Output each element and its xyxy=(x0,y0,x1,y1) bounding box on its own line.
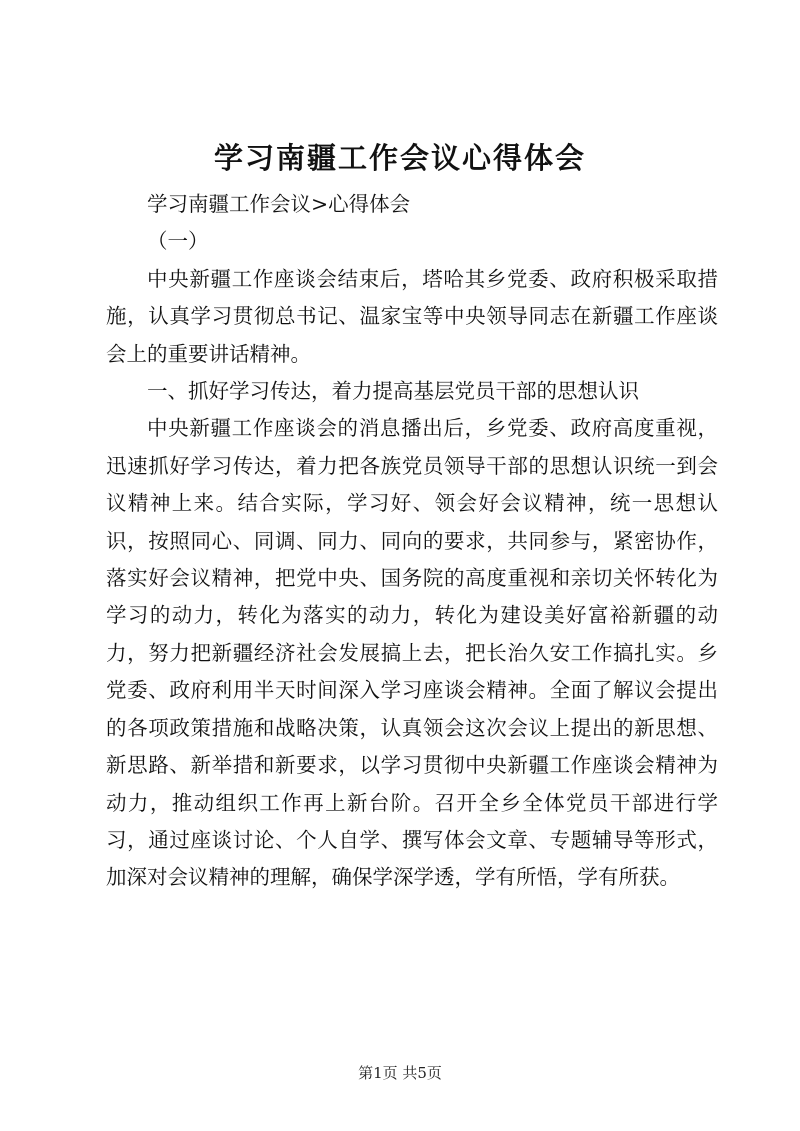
page-number-footer: 第1页 共5页 xyxy=(358,1064,442,1082)
subtitle-paragraph: 学习南疆工作会议>心得体会 xyxy=(147,192,411,216)
document-body xyxy=(106,186,718,897)
section-number-paragraph: （一） xyxy=(147,229,209,254)
document-title: 学习南疆工作会议心得体会 xyxy=(213,141,586,175)
body-paragraph: 中央新疆工作座谈会的消息播出后，乡党委、政府高度重视，迅速抓好学习传达，着力把各族党员领导干部的思想认识统一到会议精神上来。结合实际，学习好、领会好会议精神，统一思想认识，按照同心、同调、同力、同向的要求，共同参与，紧密协作，落实好会议精神，把党中央、国务院的高度重视和亲切关怀转化为学习的动力，转化为落实的动力，转化为建设美好富裕新疆的动力，努力把新疆经济社会发展搞上去，把长治久安工作搞扎实。乡党委、政府利用半天时间深入学习座谈会精神。全面了解议会提出的各项政策措施和战略决策，认真领会这次会议上提出的新思想、新思路、新举措和新要求，以学习贯彻中央新疆工作座谈会精神为动力，推动组织工作再上新台阶。召开全乡全体党员干部进行学习，通过座谈讨论、个人自学、撰写体会文章、专题辅导等形式，加深对会议精神的理解，确保学深学透，学有所悟，学有所获。 xyxy=(106,416,718,890)
intro-paragraph: 中央新疆工作座谈会结束后，塔哈其乡党委、政府积极采取措施，认真学习贯彻总书记、温家宝等中央领导同志在新疆工作座谈会上的重要讲话精神。 xyxy=(106,266,718,366)
section-heading-paragraph: 一、抓好学习传达，着力提高基层党员干部的思想认识 xyxy=(147,379,639,404)
